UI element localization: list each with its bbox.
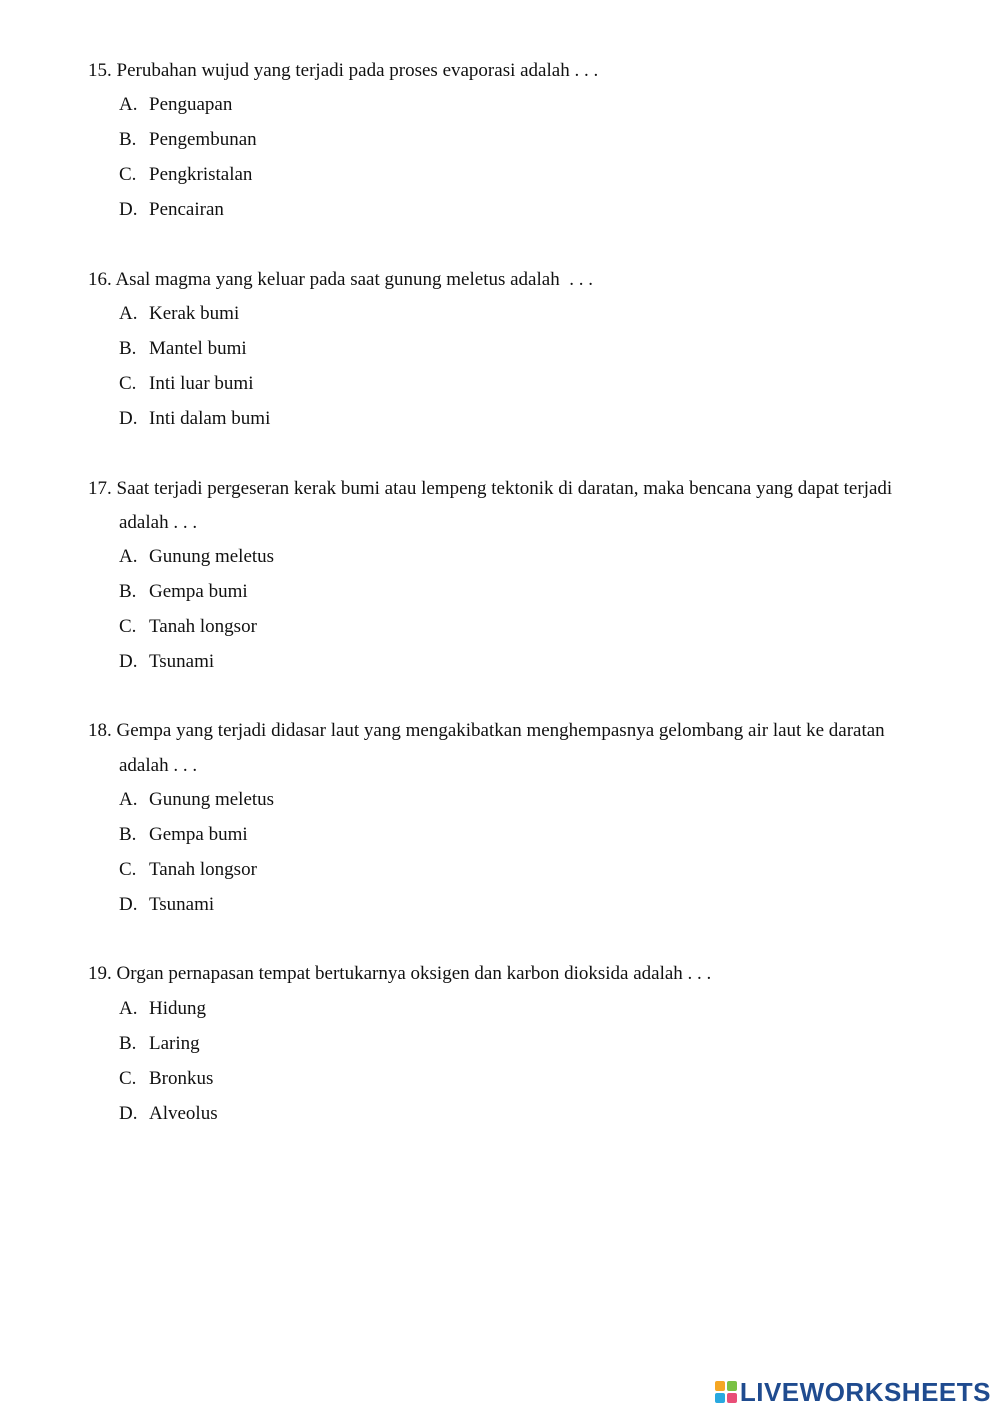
question-number: 15. (88, 60, 112, 81)
option-text: Pencairan (149, 199, 224, 220)
option-17-c[interactable] (119, 615, 257, 639)
logo-square-3 (715, 1393, 725, 1403)
option-19-c[interactable] (119, 1067, 213, 1091)
option-text: Penguapan (149, 94, 233, 115)
question-number: 16. (88, 269, 112, 290)
question-text: Gempa yang terjadi didasar laut yang mengakibatkan menghempasnya gelombang air laut ke daratan (116, 720, 885, 741)
option-19-d[interactable] (119, 1102, 218, 1126)
question-17 (88, 477, 892, 501)
option-16-a[interactable] (119, 302, 239, 326)
option-16-d[interactable] (119, 407, 270, 431)
option-15-d[interactable] (119, 198, 224, 222)
option-18-c[interactable] (119, 858, 257, 882)
liveworksheets-logo[interactable] (715, 1378, 991, 1406)
option-17-d[interactable] (119, 650, 214, 674)
question-15 (88, 59, 598, 83)
option-15-b[interactable] (119, 128, 257, 152)
option-text: Gunung meletus (149, 789, 275, 810)
question-text: Perubahan wujud yang terjadi pada proses evaporasi adalah . . . (116, 60, 599, 81)
option-letter: B. (119, 581, 137, 602)
option-text: Inti luar bumi (149, 373, 254, 394)
option-text: Kerak bumi (149, 303, 240, 324)
option-18-b[interactable] (119, 823, 248, 847)
option-16-c[interactable] (119, 372, 253, 396)
option-text: Bronkus (149, 1068, 214, 1089)
question-text: Saat terjadi pergeseran kerak bumi atau lempeng tektonik di daratan, maka bencana yang dapat terjadi (116, 478, 893, 499)
option-text: Laring (149, 1033, 200, 1054)
question-number: 19. (88, 963, 112, 984)
option-letter: C. (119, 616, 137, 637)
option-letter: A. (119, 998, 138, 1019)
liveworksheets-logo-icon (715, 1381, 737, 1403)
question-number: 17. (88, 478, 112, 499)
option-letter: A. (119, 94, 138, 115)
question-text: Organ pernapasan tempat bertukarnya oksigen dan karbon dioksida adalah . . . (116, 963, 712, 984)
option-letter: D. (119, 199, 138, 220)
option-letter: D. (119, 651, 138, 672)
option-letter: D. (119, 1103, 138, 1124)
option-text: Tsunami (149, 894, 215, 915)
question-17-continuation: adalah . . . (119, 512, 198, 533)
question-18 (88, 719, 885, 743)
option-text: Tanah longsor (149, 616, 257, 637)
option-text: Pengkristalan (149, 164, 253, 185)
logo-square-1 (715, 1381, 725, 1391)
option-letter: B. (119, 1033, 137, 1054)
option-17-a[interactable] (119, 545, 274, 569)
logo-text: LIVEWORKSHEETS (739, 1377, 991, 1407)
option-letter: C. (119, 164, 137, 185)
option-letter: B. (119, 129, 137, 150)
option-text: Gempa bumi (149, 581, 248, 602)
question-16 (88, 268, 593, 292)
logo-square-4 (727, 1393, 737, 1403)
option-text: Alveolus (149, 1103, 218, 1124)
option-letter: C. (119, 859, 137, 880)
option-text: Hidung (149, 998, 206, 1019)
question-19 (88, 962, 711, 986)
option-text: Mantel bumi (149, 338, 247, 359)
option-text: Tanah longsor (149, 859, 257, 880)
option-text: Inti dalam bumi (149, 408, 271, 429)
option-text: Pengembunan (149, 129, 257, 150)
option-text: Gunung meletus (149, 546, 275, 567)
option-letter: B. (119, 824, 137, 845)
question-text: Asal magma yang keluar pada saat gunung meletus adalah . . . (115, 269, 593, 290)
option-letter: D. (119, 894, 138, 915)
option-19-b[interactable] (119, 1032, 200, 1056)
option-letter: C. (119, 373, 137, 394)
question-18-continuation: adalah . . . (119, 755, 198, 776)
option-letter: C. (119, 1068, 137, 1089)
option-letter: A. (119, 546, 138, 567)
option-15-a[interactable] (119, 93, 232, 117)
option-18-d[interactable] (119, 893, 214, 917)
option-letter: D. (119, 408, 138, 429)
option-17-b[interactable] (119, 580, 248, 604)
option-letter: A. (119, 303, 138, 324)
option-18-a[interactable] (119, 788, 274, 812)
option-15-c[interactable] (119, 163, 252, 187)
option-letter: B. (119, 338, 137, 359)
question-number: 18. (88, 720, 112, 741)
option-19-a[interactable] (119, 997, 206, 1021)
option-text: Tsunami (149, 651, 215, 672)
option-letter: A. (119, 789, 138, 810)
option-16-b[interactable] (119, 337, 247, 361)
logo-square-2 (727, 1381, 737, 1391)
option-text: Gempa bumi (149, 824, 248, 845)
